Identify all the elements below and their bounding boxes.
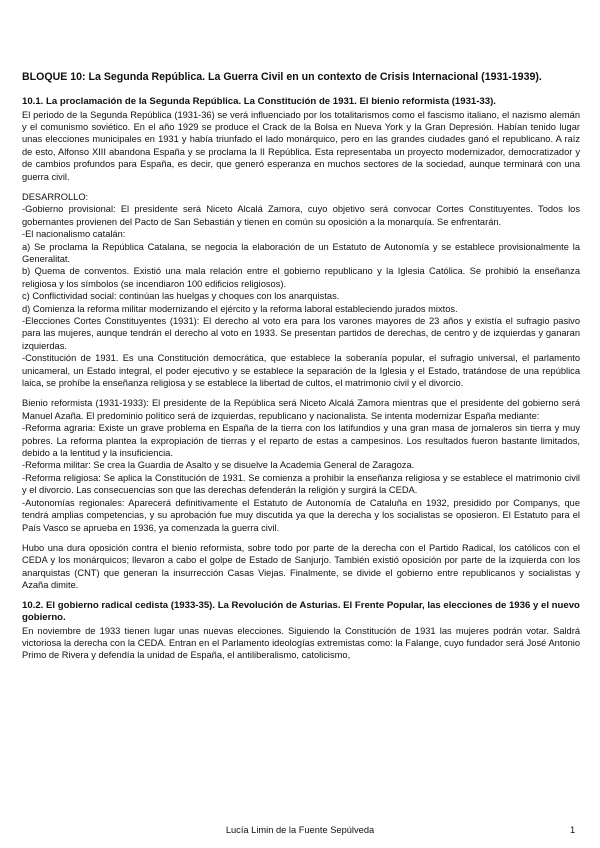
gobierno-provisional-paragraph: -Gobierno provisional: El presidente será Niceto Alcalá Zamora, cuyo objetivo será convocar Cortes Constituyentes. Todos los gobernantes provienen del Pacto de San Sebastián y tienen en común su oposición a la monarquía. Se enfrentarán. [22,204,580,227]
reforma-militar-paragraph: -Reforma militar: Se crea la Guardia de Asalto y se disuelve la Academia General de Zaragoza. [22,460,415,471]
reforma-religiosa-paragraph: -Reforma religiosa: Se aplica la Constitución de 1931. Se comienza a prohibir la enseñanza religiosa y se establece el matrimonio civil y el divorcio. Las consecuencias son que las derechas defenderán la religión y surgirá la CEDA. [22,472,580,496]
section-2-heading: 10.2. El gobierno radical cedista (1933-35). La Revolución de Asturias. El Frente Popular, las elecciones de 1936 y el nuevo gobierno. [22,599,580,624]
item-b: b) Quema de conventos. Existió una mala relación entre el gobierno republicano y la Iglesia Católica. Se prohibió la enseñanza religiosa y los símbolos (se incendiaron 100 edificios religiosos). [22,266,580,289]
section-1-intro: El periodo de la Segunda República (1931-36) se verá influenciado por los totalitarismos como el fascismo italiano, el nazismo alemán y el comunismo soviético. En el año 1929 se produce el Crack de la Bolsa en Nueva York y la Gran Depresión. Habían tenido lugar unas elecciones municipales en 1931 y había triunfado el lado monárquico, pero en las grandes ciudades ganó el republicano. A raíz de esto, Alfonso XIII abandona España y se proclama la II República. Esta representaba un proyecto modernizador, democratizador y de cambios profundos para España, es decir, que generó esperanza en muchos sectores de la sociedad, aunque terminará con una guerra civil. [22,109,580,182]
nacionalismo-paragraph: -El nacionalismo catalán: [22,229,126,240]
desarrollo-label: DESARROLLO: [22,191,89,202]
bienio-paragraph: Bienio reformista (1931-1933): El presidente de la República será Niceto Alcalá Zamora mientras que el presidente del gobierno será Manuel Azaña. El predominio político será de izquierdas, republicano y nacionalista. Se intenta modernizar España mediante: [22,398,580,421]
oposicion-paragraph: Hubo una dura oposición contra el bienio reformista, sobre todo por parte de la derecha con el Partido Radical, los católicos con el CEDA y los monárquicos; llevaron a cabo el golpe de Estado de Sanjurjo. También existió oposición por parte de la izquierda con los anarquistas (CNT) que generan la insurrección Casas Viejas. Finalmente, se divide el gobierno entre republicanos y socialistas y Azaña dimite. [22,542,580,591]
autonomias-paragraph: -Autonomías regionales: Aparecerá definitivamente el Estatuto de Autonomía de Cataluña en 1932, presidido por Companys, que tendrá amplias competencias, y su aprobación fue muy discutida ya que la derecha y los socialistas se oposieron. El Estatuto para el País Vasco se aprueba en 1936, ya comenzada la guerra civil. [22,497,580,533]
document-title: BLOQUE 10: La Segunda República. La Guerra Civil en un contexto de Crisis Internacional (1931-1939). [22,71,542,83]
item-a: a) Se proclama la República Catalana, se negocia la elaboración de un Estatuto de Autonomía y se establece provisionalmente la Generalitat. [22,241,580,264]
item-c: c) Conflictividad social: continúan las huelgas y choques con los anarquistas. [22,291,340,302]
document-body [22,70,580,662]
constitucion-paragraph: -Constitución de 1931. Es una Constitución democrática, que establece la soberanía popular, el sufragio universal, el parlamento unicameral, un Estado integral, el poder ejecutivo y se establece la separación de la Iglesia y el Estado, tratándose de una república laica, se prohíbe la enseñanza religiosa y se establece la libertad de cultos, el matrimonio civil y el divorcio. [22,353,580,389]
page-number: 1 [570,825,576,835]
section-1-heading: 10.1. La proclamación de la Segunda República. La Constitución de 1931. El bienio reformista (1931-33). [22,96,496,107]
item-d: d) Comienza la reforma militar modernizando el ejército y la reforma laboral estableciendo jurados mixtos. [22,303,458,314]
elecciones-paragraph: -Elecciones Cortes Constituyentes (1931): El derecho al voto era para los varones mayores de 23 años y existía el sufragio pasivo para las mujeres, aunque tendrán el derecho al voto en 1933. Se presentan partidos de derechas, de centro y de izquierdas y ganaran izquierdas. [22,316,580,351]
footer-author: Lucía Limin de la Fuente Sepúlveda [225,825,375,835]
section-2-intro: En noviembre de 1933 tienen lugar unas nuevas elecciones. Siguiendo la Constitución de 1931 las mujeres podrán votar. Saldrá victoriosa la derecha con la CEDA. Entran en el Parlamento ideologías extremistas como: la Falange, cuyo fundador será José Antonio Primo de Rivera y defendía la unidad de España, el antiliberalismo, catolicismo, [22,625,580,661]
reforma-agraria-paragraph: -Reforma agraria: Existe un grave problema en España de la tierra con los latifundios y una gran masa de jornaleros sin tierra y muy pobres. La reforma plantea la expropiación de tierras y el reparto de estas a campesinos. Los resultados fueron bastante limitados, debido a la lentitud y la insuficiencia. [22,423,580,459]
